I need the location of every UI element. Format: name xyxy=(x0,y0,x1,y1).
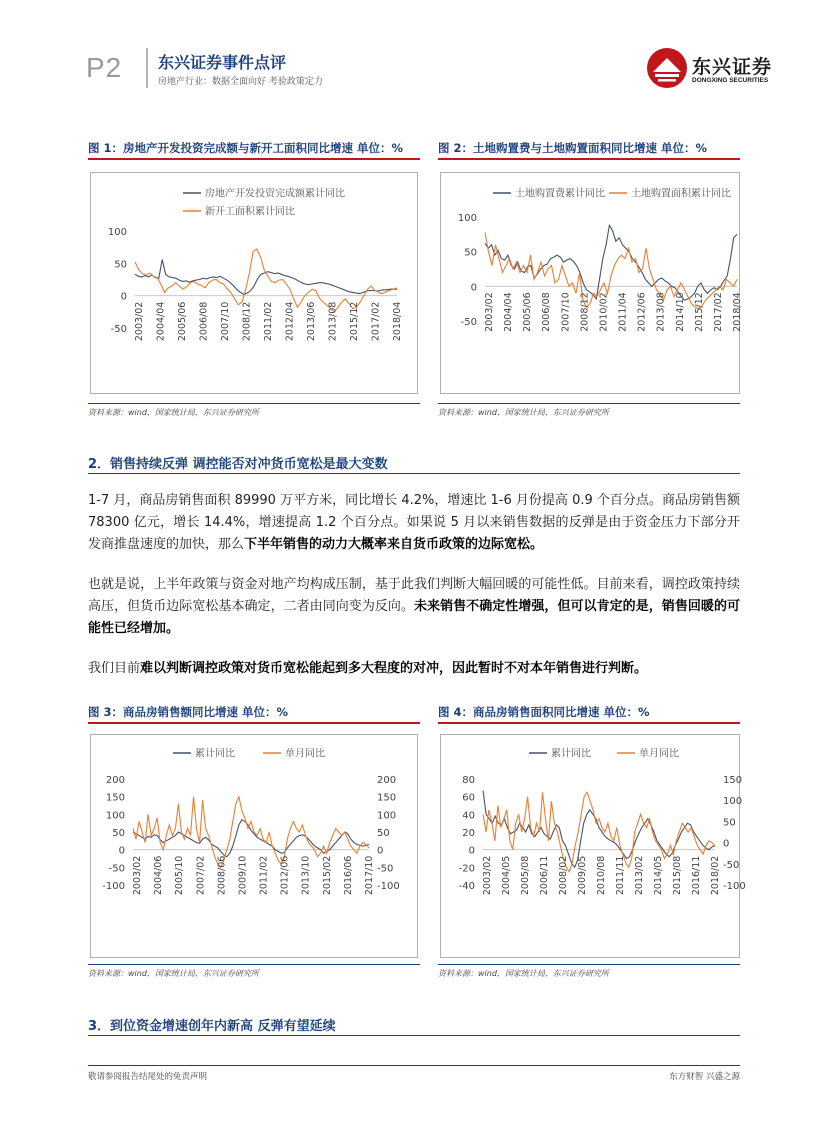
figure-4-rule xyxy=(438,722,740,724)
x-tick-label: 2016/11 xyxy=(691,855,702,896)
legend-label: 土地购置面积累计同比 xyxy=(631,188,731,200)
legend-label: 单月同比 xyxy=(639,748,679,760)
figure-1-source-rule xyxy=(88,403,420,404)
x-tick-label: 2012/06 xyxy=(636,292,648,332)
x-tick-label: 2013/02 xyxy=(634,855,645,896)
legend-label: 房地产开发投资完成额累计同比 xyxy=(205,188,345,200)
x-tick-label: 2003/02 xyxy=(484,292,495,332)
legend-label: 累计同比 xyxy=(551,748,591,760)
x-tick-label: 2008/12 xyxy=(579,292,591,332)
figure-3-source: 资料来源：wind，国家统计局，东兴证券研究所 xyxy=(88,969,259,978)
dongxing-logo-icon xyxy=(645,46,689,90)
section-3-heading: 3．到位资金增速创年内新高 反弹有望延续 xyxy=(88,1019,336,1034)
x-tick-label: 2012/04 xyxy=(284,301,296,342)
y-tick-label: -50 xyxy=(460,317,477,328)
series-line-0 xyxy=(485,225,737,300)
section-2-paragraph-2 xyxy=(88,574,740,640)
figure-3-caption: 图 3：商品房销售额同比增速 单位：% xyxy=(88,705,289,719)
x-tick-label: 2011/02 xyxy=(258,855,270,896)
x-tick-label: 2003/02 xyxy=(132,855,143,896)
x-tick-label: 2009/10 xyxy=(237,855,249,896)
figure-2-rule xyxy=(438,158,740,160)
y-tick-label: 50 xyxy=(112,828,125,839)
x-tick-label: 2006/08 xyxy=(198,301,210,342)
section-2-paragraph-1 xyxy=(88,490,740,556)
x-tick-label: 2004/05 xyxy=(501,855,512,896)
y-tick-label: 50 xyxy=(114,259,127,271)
y-tick-label: 0 xyxy=(120,291,127,303)
y-tick-label: 100 xyxy=(457,213,477,224)
y-tick-label: -40 xyxy=(458,881,475,892)
x-tick-label: 2017/02 xyxy=(712,292,724,332)
x-tick-label: 2003/02 xyxy=(134,301,145,342)
chart-1-svg xyxy=(91,173,417,393)
legend-label: 单月同比 xyxy=(285,748,325,760)
x-tick-label: 2011/04 xyxy=(617,292,629,332)
legend-label: 累计同比 xyxy=(195,748,235,760)
x-tick-label: 2005/08 xyxy=(520,855,531,896)
p1-bold: 下半年销售的动力大概率来自货币政策的边际宽松。 xyxy=(244,537,544,552)
x-tick-label: 2017/02 xyxy=(370,301,382,342)
figure-2-source: 资料来源：wind，国家统计局，东兴证券研究所 xyxy=(438,408,609,417)
x-tick-label: 2011/11 xyxy=(615,855,626,896)
x-tick-label: 2010/08 xyxy=(596,855,607,896)
p3-bold: 难以判断调控政策对货币宽松能起到多大程度的对冲，因此暂时不对本年销售进行判断。 xyxy=(140,661,648,676)
figure-2-source-rule xyxy=(438,403,740,404)
figure-4-source: 资料来源：wind，国家统计局，东兴证券研究所 xyxy=(438,969,609,978)
x-tick-label: 2004/06 xyxy=(153,855,165,896)
y-tick-label: 40 xyxy=(462,810,475,822)
section-2-rule xyxy=(88,473,740,474)
x-tick-label: 2015/02 xyxy=(321,855,333,896)
chart-3-svg xyxy=(91,735,417,957)
figure-3-rule xyxy=(88,722,420,724)
header-divider xyxy=(146,48,148,88)
x-tick-label: 2014/10 xyxy=(674,292,686,332)
y2-tick-label: 50 xyxy=(377,828,390,839)
p2-bold: 未来销售不确定性增强，但可以肯定的是，销售回暖的可能性已经增加。 xyxy=(88,599,740,636)
figure-4-source-rule xyxy=(438,964,740,965)
y-tick-label: -50 xyxy=(110,324,127,335)
chart-4-svg xyxy=(441,735,746,957)
y-tick-label: 100 xyxy=(107,227,127,238)
section-2-paragraph-3 xyxy=(88,658,740,680)
logo-text: 东兴证券 xyxy=(692,56,773,78)
y2-tick-label: 150 xyxy=(723,775,743,786)
footer-disclaimer: 敬请参阅报告结尾处的免责声明 xyxy=(88,1072,208,1082)
x-tick-label: 2013/08 xyxy=(655,292,667,332)
x-tick-label: 2007/10 xyxy=(560,292,572,332)
x-tick-label: 2015/12 xyxy=(349,301,360,342)
series-line-0 xyxy=(133,820,369,857)
x-tick-label: 2017/10 xyxy=(364,855,375,896)
x-tick-label: 2013/08 xyxy=(327,301,339,342)
y2-tick-label: 150 xyxy=(377,792,397,804)
logo-subtext: DONGXING SECURITIES xyxy=(692,77,769,84)
y-tick-label: 150 xyxy=(105,792,125,804)
x-tick-label: 2009/05 xyxy=(577,855,588,896)
y2-tick-label: 200 xyxy=(377,775,397,786)
x-tick-label: 2011/02 xyxy=(263,301,274,342)
y2-tick-label: 100 xyxy=(723,796,743,808)
x-tick-label: 2003/02 xyxy=(482,855,493,896)
y2-tick-label: 0 xyxy=(723,838,730,850)
y2-tick-label: -100 xyxy=(723,881,746,892)
x-tick-label: 2013/06 xyxy=(306,301,317,342)
y2-tick-label: 100 xyxy=(377,810,397,822)
x-tick-label: 2010/02 xyxy=(598,292,610,332)
y-tick-label: 100 xyxy=(105,810,125,822)
footer-rule xyxy=(88,1065,740,1066)
y-tick-label: -50 xyxy=(108,863,125,875)
figure-1-caption: 图 1：房地产开发投资完成额与新开工面积同比增速 单位：% xyxy=(88,141,404,155)
x-tick-label: 2018/02 xyxy=(710,855,721,896)
y-tick-label: 0 xyxy=(118,845,125,857)
figure-1-source: 资料来源：wind，国家统计局，东兴证券研究所 xyxy=(88,408,259,417)
x-tick-label: 2004/04 xyxy=(155,301,167,342)
y-tick-label: 0 xyxy=(470,282,477,294)
x-tick-label: 2005/06 xyxy=(522,292,534,332)
x-tick-label: 2018/04 xyxy=(392,301,403,342)
section-3-rule xyxy=(88,1035,740,1036)
y2-tick-label: -50 xyxy=(377,863,394,875)
x-tick-label: 2007/02 xyxy=(195,855,207,896)
x-tick-label: 2005/06 xyxy=(177,301,188,342)
figure-2-caption: 图 2：土地购置费与土地购置面积同比增速 单位：% xyxy=(438,141,708,155)
x-tick-label: 2006/11 xyxy=(539,855,550,896)
y-tick-label: 200 xyxy=(105,775,125,786)
y-tick-label: 80 xyxy=(462,775,475,786)
series-line-0 xyxy=(135,260,397,295)
y-tick-label: 60 xyxy=(462,792,475,804)
x-tick-label: 2015/12 xyxy=(693,292,705,332)
footer-slogan: 东方财智 兴盛之源 xyxy=(669,1072,740,1082)
x-tick-label: 2008/12 xyxy=(241,301,253,342)
y-tick-label: 0 xyxy=(468,845,475,857)
x-tick-label: 2012/06 xyxy=(279,855,291,896)
figure-3-chart xyxy=(90,734,418,958)
series-line-1 xyxy=(133,797,369,868)
section-2-heading: 2．销售持续反弹 调控能否对冲货币宽松是最大变数 xyxy=(88,457,388,472)
y-tick-label: -20 xyxy=(458,863,475,875)
figure-4-caption: 图 4：商品房销售面积同比增速 单位：% xyxy=(438,705,650,719)
x-tick-label: 2013/10 xyxy=(300,855,312,896)
x-tick-label: 2004/04 xyxy=(503,292,515,332)
y-tick-label: -100 xyxy=(102,881,125,892)
x-tick-label: 2008/02 xyxy=(558,855,569,896)
x-tick-label: 2015/08 xyxy=(672,855,683,896)
y-tick-label: 20 xyxy=(462,828,475,839)
figure-2-chart xyxy=(440,172,743,394)
y2-tick-label: 0 xyxy=(377,845,384,857)
chart-2-svg xyxy=(441,173,743,393)
y2-tick-label: -50 xyxy=(723,859,740,871)
y2-tick-label: 50 xyxy=(723,817,736,829)
figure-1-rule xyxy=(88,158,420,160)
p3-text: 我们目前 xyxy=(88,661,141,676)
x-tick-label: 2007/10 xyxy=(220,301,231,342)
x-tick-label: 2008/06 xyxy=(216,855,228,896)
figure-4-chart xyxy=(440,734,746,958)
page-number: P2 xyxy=(86,52,123,83)
x-tick-label: 2005/10 xyxy=(174,855,186,896)
report-title: 东兴证券事件点评 xyxy=(158,53,287,72)
x-tick-label: 2014/05 xyxy=(653,855,664,896)
p1-text: 1-7 月，商品房销售面积 89990 万平方米，同比增长 4.2%，增速比 1-6 月份提高 0.9 个百分点。商品房销售额 78300 亿元，增长 14.4%，增速提高 1.2 个百分点。如果说 5 月以来销售数据的反弹是由于资金压力下部分开发商推盘速度的加快，那么 xyxy=(88,493,740,552)
figure-3-source-rule xyxy=(88,964,420,965)
figure-1-chart xyxy=(90,172,418,394)
legend-label: 土地购置费累计同比 xyxy=(515,188,605,200)
p2-text: 也就是说，上半年政策与资金对地产均构成压制，基于此我们判断大幅回暖的可能性低。目前来看，调控政策持续高压，但货币边际宽松基本确定，二者由同向变为反向。 xyxy=(88,577,740,614)
x-tick-label: 2018/04 xyxy=(732,292,743,332)
x-tick-label: 2016/06 xyxy=(342,855,354,896)
y-tick-label: 50 xyxy=(464,247,477,259)
report-subtitle: 房地产行业：数据全面向好 考验政策定力 xyxy=(158,77,323,87)
y2-tick-label: -100 xyxy=(377,881,400,892)
legend-label: 新开工面积累计同比 xyxy=(205,206,295,218)
x-tick-label: 2006/08 xyxy=(541,292,553,332)
